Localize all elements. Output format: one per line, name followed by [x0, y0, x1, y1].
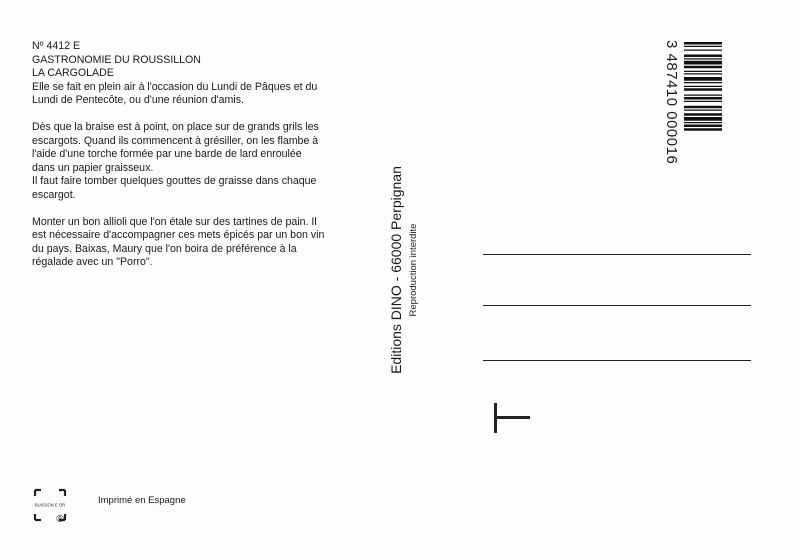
barcode-bar: [684, 97, 722, 100]
registered-mark: ®: [56, 514, 64, 525]
barcode-bar: [684, 128, 722, 131]
barcode-bar: [684, 66, 722, 69]
barcode-bar: [684, 55, 722, 58]
paragraph-2-line: Il faut faire tomber quelques gouttes de graisse dans chaque: [32, 175, 317, 188]
paragraph-1-line: Elle se fait en plein air à l'occasion du Lundi de Pâques et du: [32, 80, 318, 93]
stamp-corner-mark: [492, 403, 532, 433]
barcode-bar: [684, 122, 722, 123]
barcode-bar: [684, 71, 722, 72]
region-heading: GASTRONOMIE DU ROUSSILLON: [32, 53, 201, 66]
barcode-bar: [684, 61, 722, 65]
paragraph-2-line: l'aide d'une torche formée par une barde de lard enroulée: [32, 148, 302, 161]
barcode-bar: [684, 101, 722, 102]
logo-text: BUISSON E OR: [34, 502, 66, 508]
barcode-bar: [684, 88, 722, 91]
barcode-bar: [684, 86, 722, 87]
paragraph-2-line: escargot.: [32, 188, 76, 201]
address-line-1: [483, 254, 751, 255]
paragraph-1-line: Lundi de Pentecôte, ou d'une réunion d'amis.: [32, 94, 244, 107]
barcode-bar: [684, 113, 722, 116]
barcode-bar: [684, 73, 722, 74]
barcode-bar: [684, 42, 722, 45]
address-line-3: [483, 360, 751, 361]
reference-number: Nº 4412 E: [32, 40, 81, 52]
barcode-bar: [684, 82, 722, 83]
paragraph-2-line: Dès que la braise est à point, on place sur de grands grils les: [32, 120, 319, 133]
paragraph-3-line: régalade avec un "Porro".: [32, 256, 153, 269]
publisher-name: Editions DINO - 66000 Perpignan: [388, 166, 404, 374]
paragraph-2-line: escargots. Quand ils commencent à grésiller, on les flambe à: [32, 134, 319, 147]
reproduction-notice: Reproduction interdite: [408, 223, 419, 317]
barcode-bar: [684, 58, 722, 59]
barcode-bar: [684, 50, 722, 51]
paragraph-3-line: est nécessaire d'accompagner ces mets épicés par un bon vin: [32, 229, 325, 242]
barcode-bar: [684, 110, 722, 111]
barcode-bar: [684, 117, 722, 121]
barcode-number: 3 487410 000016: [663, 40, 680, 165]
publisher-credit: [387, 130, 431, 410]
barcode-bar: [684, 46, 722, 47]
printed-in-notice: Imprimé en Espagne: [98, 495, 186, 506]
address-line-2: [483, 305, 751, 306]
paragraph-3-line: du pays. Baixas, Maury que l'on boira de préférence à la: [32, 242, 297, 255]
barcode-bar: [684, 125, 722, 128]
barcode-digits: [660, 40, 682, 196]
barcode-bar: [684, 95, 722, 96]
barcode-bar: [684, 106, 722, 109]
dish-heading: LA CARGOLADE: [32, 67, 114, 80]
paragraph-2-line: dans un papier graisseux.: [32, 161, 154, 174]
paragraph-3-line: Monter un bon allioli que l'on étale sur des tartines de pain. Il: [32, 215, 317, 228]
barcode-bar: [684, 77, 722, 81]
description-text: [32, 40, 372, 270]
